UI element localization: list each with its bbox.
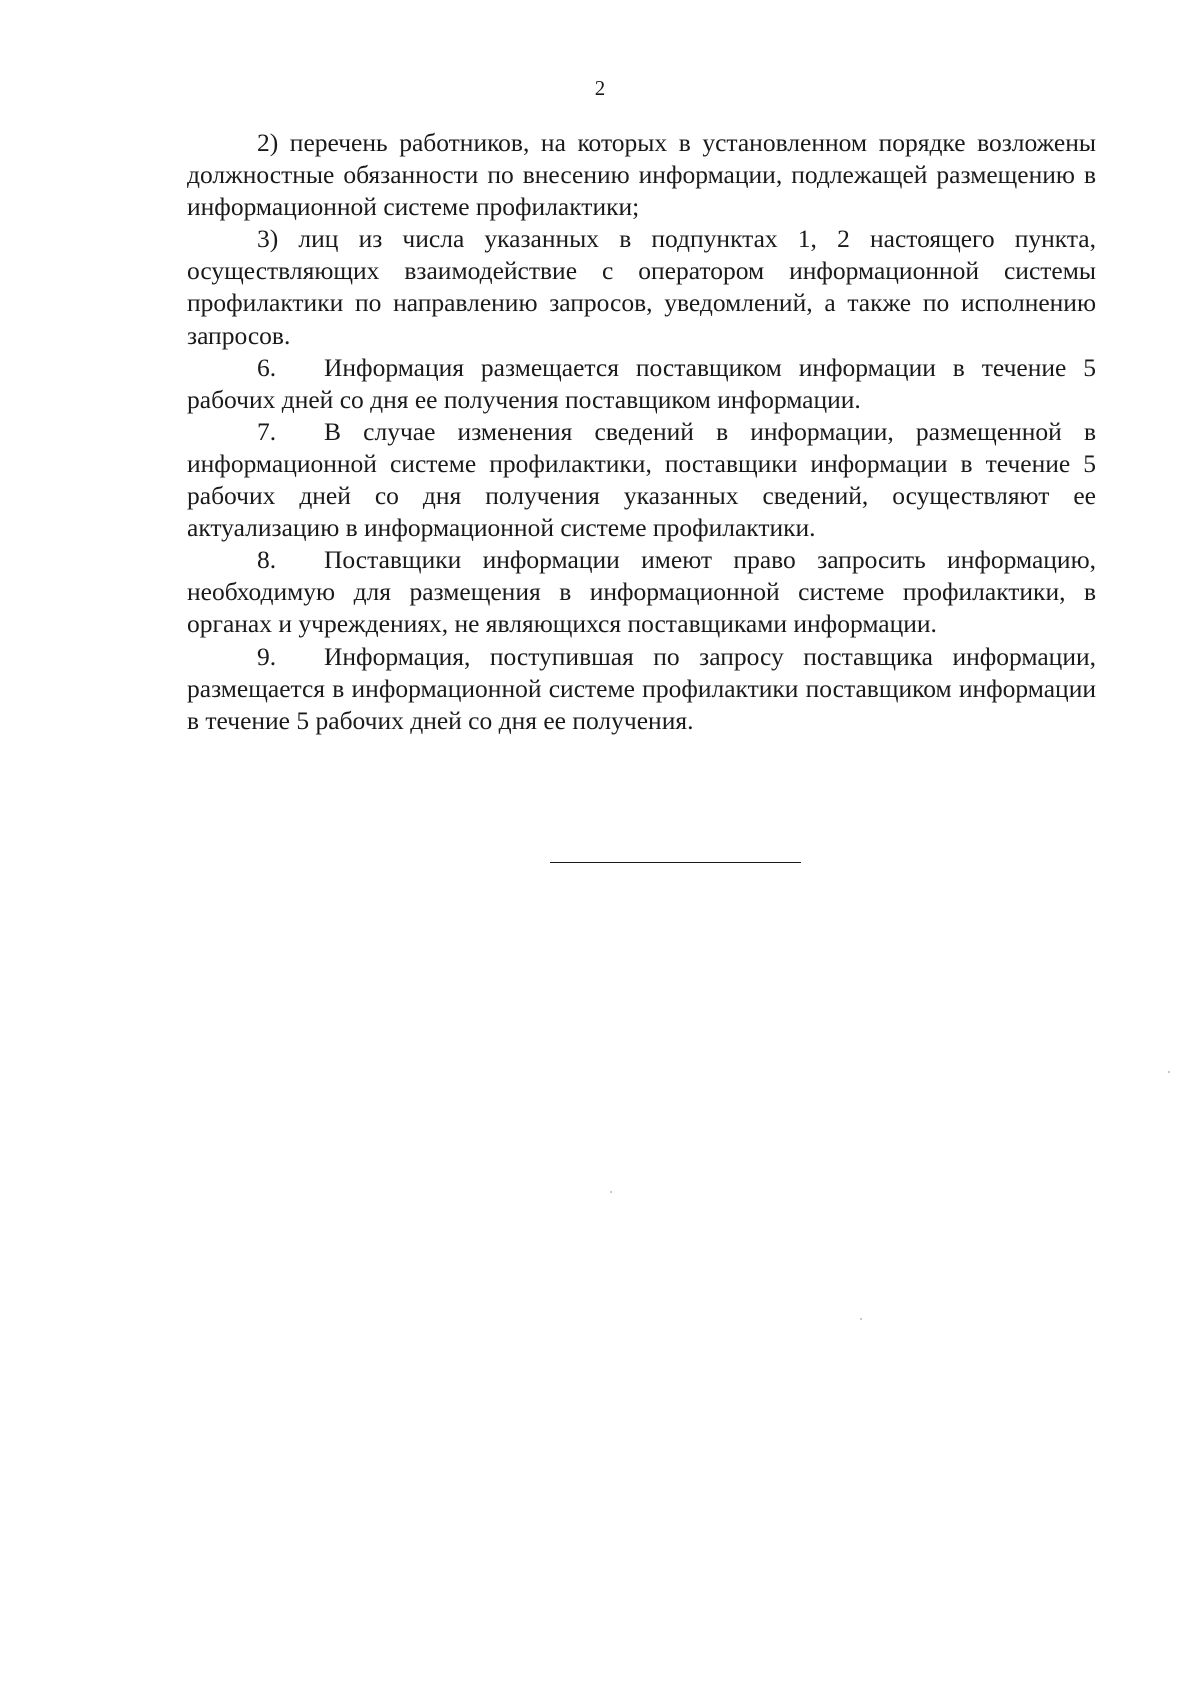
paragraph-item-3	[187, 223, 1096, 351]
paragraph-text: Поставщики информации имеют право запросить информацию, необходимую для размещения в информационной системе профилактики, в органах и учреждениях, не являющихся поставщиками информации.	[187, 545, 1096, 639]
end-separator-line	[550, 862, 801, 863]
paragraph-text: Информация размещается поставщиком информации в течение 5 рабочих дней со дня ее получения поставщиком информации.	[187, 352, 1096, 414]
paragraph-number: 9.	[257, 641, 277, 671]
paragraph-text: Информация, поступившая по запросу поставщика информации, размещается в информационной системе профилактики поставщиком информации в течение 5 рабочих дней со дня ее получения.	[187, 641, 1096, 735]
paragraph-text: В случае изменения сведений в информации, размещенной в информационной системе профилактики, поставщики информации в течение 5 рабочих дней со дня получения указанных сведений, осуществляют ее актуализацию в информационной системе профилактики.	[187, 416, 1096, 543]
paragraph-9	[187, 641, 1096, 737]
paragraph-7	[187, 416, 1096, 544]
paragraph-number: 8.	[257, 545, 277, 575]
paragraph-6	[187, 352, 1096, 416]
paragraph-item-2	[187, 127, 1096, 223]
paragraph-text: 2) перечень работников, на которых в установленном порядке возложены должностные обязанности по внесению информации, подлежащей размещению в информационной системе профилактики;	[187, 128, 1096, 222]
paragraph-number: 6.	[257, 352, 277, 382]
scan-speck	[1168, 1071, 1170, 1073]
paragraph-number: 7.	[257, 416, 277, 446]
paragraph-text: 3) лиц из числа указанных в подпунктах 1, 2 настоящего пункта, осуществляющих взаимодействие с оператором информационной системы профилактики по направлению запросов, уведомлений, а также по исполнению запросов.	[187, 224, 1096, 350]
paragraph-8	[187, 544, 1096, 640]
scan-speck	[860, 1318, 862, 1320]
scan-speck	[610, 1191, 612, 1193]
document-body	[187, 127, 1096, 737]
page-number: 2	[594, 76, 606, 100]
